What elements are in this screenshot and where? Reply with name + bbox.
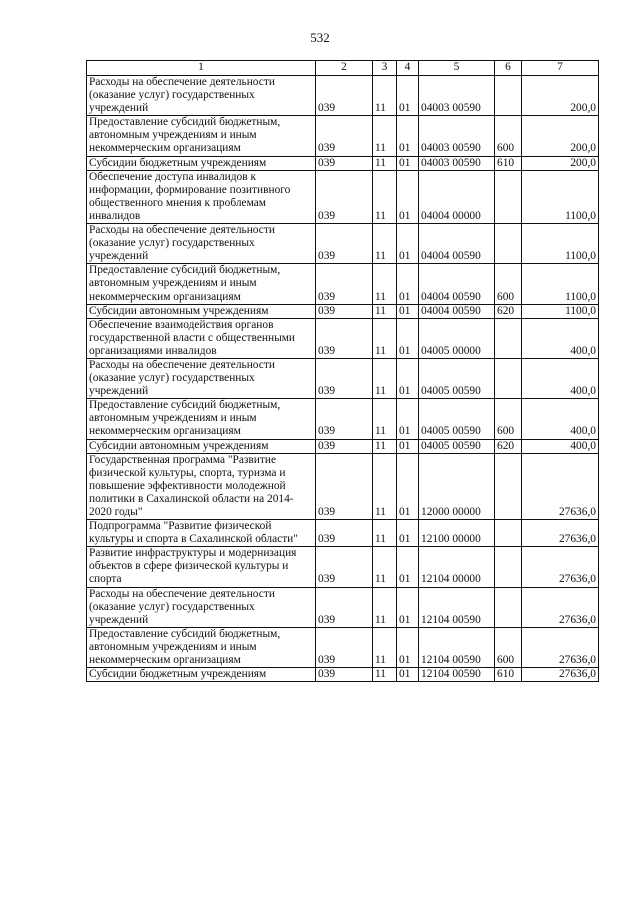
expense-type-cell [495,224,522,264]
table-row [87,453,599,519]
expense-name-cell: Расходы на обеспечение деятельности (оказание услуг) государственных учреждений [87,358,316,398]
table-row [87,264,599,304]
subsection-code-cell: 01 [397,318,419,358]
expense-name-cell: Обеспечение доступа инвалидов к информации, формирование позитивного общественного мнения к проблемам инвалидов [87,170,316,223]
amount-cell: 400,0 [522,358,599,398]
ministry-code-cell: 039 [316,318,373,358]
expense-name-cell: Предоставление субсидий бюджетным, автономным учреждениям и иным некоммерческим организациям [87,627,316,667]
section-code-cell: 11 [373,453,397,519]
table-row [87,439,599,453]
expense-name-cell: Государственная программа "Развитие физической культуры, спорта, туризма и повышение эффективности молодежной политики в Сахалинской области на 2014-2020 годы" [87,453,316,519]
subsection-code-cell: 01 [397,116,419,156]
expense-type-cell [495,358,522,398]
target-article-cell: 12104 00590 [419,668,495,682]
target-article-cell: 04003 00590 [419,156,495,170]
expense-name-cell: Субсидии бюджетным учреждениям [87,668,316,682]
expense-name-cell: Субсидии автономным учреждениям [87,439,316,453]
expense-name-cell: Обеспечение взаимодействия органов государственной власти с общественными организациями инвалидов [87,318,316,358]
amount-cell: 1100,0 [522,264,599,304]
target-article-cell: 12100 00000 [419,520,495,547]
column-header: 1 [87,61,316,76]
table-row [87,358,599,398]
table-row [87,668,599,682]
expense-name-cell: Развитие инфраструктуры и модернизация объектов в сфере физической культуры и спорта [87,547,316,587]
ministry-code-cell: 039 [316,170,373,223]
expense-type-cell [495,587,522,627]
subsection-code-cell: 01 [397,224,419,264]
target-article-cell: 04004 00590 [419,264,495,304]
subsection-code-cell: 01 [397,520,419,547]
section-code-cell: 11 [373,439,397,453]
subsection-code-cell: 01 [397,76,419,116]
ministry-code-cell: 039 [316,453,373,519]
expense-type-cell [495,547,522,587]
table-row [87,304,599,318]
ministry-code-cell: 039 [316,668,373,682]
amount-cell: 27636,0 [522,668,599,682]
subsection-code-cell: 01 [397,399,419,439]
table-row [87,170,599,223]
column-header: 6 [495,61,522,76]
ministry-code-cell: 039 [316,304,373,318]
table-row [87,224,599,264]
expense-type-cell [495,170,522,223]
expense-type-cell: 620 [495,439,522,453]
target-article-cell: 12104 00590 [419,587,495,627]
table-row [87,520,599,547]
target-article-cell: 12000 00000 [419,453,495,519]
section-code-cell: 11 [373,668,397,682]
expense-name-cell: Расходы на обеспечение деятельности (оказание услуг) государственных учреждений [87,76,316,116]
section-code-cell: 11 [373,358,397,398]
amount-cell: 200,0 [522,156,599,170]
target-article-cell: 04005 00000 [419,318,495,358]
table-row [87,627,599,667]
ministry-code-cell: 039 [316,520,373,547]
amount-cell: 200,0 [522,76,599,116]
amount-cell: 400,0 [522,439,599,453]
subsection-code-cell: 01 [397,668,419,682]
table-row [87,156,599,170]
page-number: 532 [310,30,330,45]
subsection-code-cell: 01 [397,627,419,667]
ministry-code-cell: 039 [316,116,373,156]
subsection-code-cell: 01 [397,587,419,627]
target-article-cell: 04003 00590 [419,116,495,156]
amount-cell: 400,0 [522,318,599,358]
section-code-cell: 11 [373,399,397,439]
ministry-code-cell: 039 [316,627,373,667]
expense-name-cell: Подпрограмма "Развитие физической культуры и спорта в Сахалинской области" [87,520,316,547]
subsection-code-cell: 01 [397,156,419,170]
expense-type-cell: 600 [495,627,522,667]
expense-type-cell: 610 [495,156,522,170]
table-row [87,587,599,627]
amount-cell: 27636,0 [522,547,599,587]
target-article-cell: 04005 00590 [419,399,495,439]
expense-type-cell: 620 [495,304,522,318]
target-article-cell: 04005 00590 [419,439,495,453]
expense-type-cell: 600 [495,399,522,439]
column-header: 2 [316,61,373,76]
table-row [87,318,599,358]
expense-type-cell: 600 [495,116,522,156]
section-code-cell: 11 [373,627,397,667]
expense-name-cell: Предоставление субсидий бюджетным, автономным учреждениям и иным некоммерческим организациям [87,116,316,156]
expense-type-cell [495,76,522,116]
expense-name-cell: Субсидии бюджетным учреждениям [87,156,316,170]
column-header: 3 [373,61,397,76]
target-article-cell: 04004 00590 [419,224,495,264]
subsection-code-cell: 01 [397,453,419,519]
ministry-code-cell: 039 [316,547,373,587]
amount-cell: 200,0 [522,116,599,156]
section-code-cell: 11 [373,116,397,156]
section-code-cell: 11 [373,547,397,587]
subsection-code-cell: 01 [397,547,419,587]
expense-type-cell: 610 [495,668,522,682]
amount-cell: 1100,0 [522,224,599,264]
column-header: 5 [419,61,495,76]
table-row [87,116,599,156]
amount-cell: 27636,0 [522,453,599,519]
ministry-code-cell: 039 [316,224,373,264]
target-article-cell: 12104 00000 [419,547,495,587]
ministry-code-cell: 039 [316,264,373,304]
amount-cell: 27636,0 [522,520,599,547]
subsection-code-cell: 01 [397,358,419,398]
subsection-code-cell: 01 [397,304,419,318]
section-code-cell: 11 [373,76,397,116]
ministry-code-cell: 039 [316,399,373,439]
expense-name-cell: Предоставление субсидий бюджетным, автономным учреждениям и иным некоммерческим организациям [87,264,316,304]
ministry-code-cell: 039 [316,156,373,170]
amount-cell: 1100,0 [522,170,599,223]
target-article-cell: 04004 00590 [419,304,495,318]
section-code-cell: 11 [373,170,397,223]
subsection-code-cell: 01 [397,170,419,223]
expense-name-cell: Расходы на обеспечение деятельности (оказание услуг) государственных учреждений [87,224,316,264]
table-row [87,399,599,439]
ministry-code-cell: 039 [316,587,373,627]
subsection-code-cell: 01 [397,439,419,453]
section-code-cell: 11 [373,264,397,304]
table-row [87,547,599,587]
expense-name-cell: Субсидии автономным учреждениям [87,304,316,318]
target-article-cell: 04003 00590 [419,76,495,116]
column-header: 7 [522,61,599,76]
section-code-cell: 11 [373,156,397,170]
subsection-code-cell: 01 [397,264,419,304]
expense-type-cell [495,453,522,519]
expense-type-cell [495,520,522,547]
target-article-cell: 12104 00590 [419,627,495,667]
expense-name-cell: Предоставление субсидий бюджетным, автономным учреждениям и иным некоммерческим организациям [87,399,316,439]
amount-cell: 27636,0 [522,627,599,667]
section-code-cell: 11 [373,304,397,318]
expense-name-cell: Расходы на обеспечение деятельности (оказание услуг) государственных учреждений [87,587,316,627]
expense-type-cell [495,318,522,358]
target-article-cell: 04004 00000 [419,170,495,223]
table-header-row [87,61,599,76]
section-code-cell: 11 [373,224,397,264]
amount-cell: 27636,0 [522,587,599,627]
amount-cell: 400,0 [522,399,599,439]
section-code-cell: 11 [373,520,397,547]
section-code-cell: 11 [373,318,397,358]
amount-cell: 1100,0 [522,304,599,318]
section-code-cell: 11 [373,587,397,627]
ministry-code-cell: 039 [316,76,373,116]
table-row [87,76,599,116]
expense-type-cell: 600 [495,264,522,304]
ministry-code-cell: 039 [316,439,373,453]
ministry-code-cell: 039 [316,358,373,398]
column-header: 4 [397,61,419,76]
target-article-cell: 04005 00590 [419,358,495,398]
budget-table [86,60,599,682]
